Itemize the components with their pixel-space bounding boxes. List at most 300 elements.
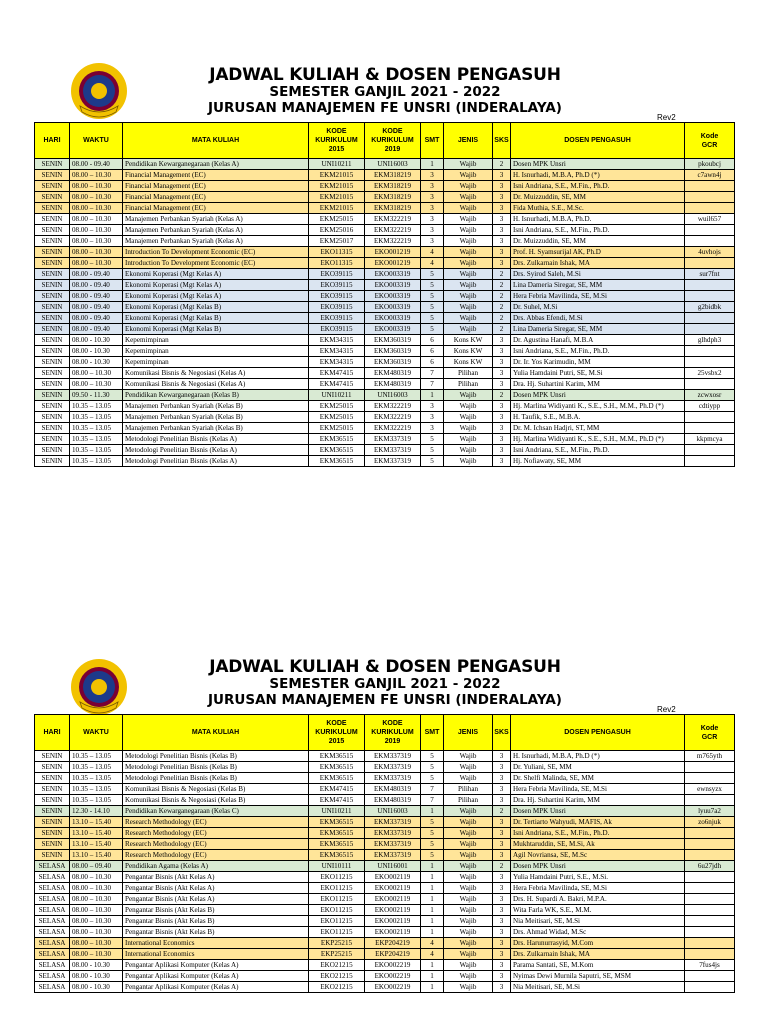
gcr-code-cell [685,927,735,938]
lecturer-cell: Drs. Syirod Saleh, M.Si [511,269,685,280]
code-2019-cell: EKM337319 [365,751,421,762]
code-2015-cell: EKM34315 [309,335,365,346]
gcr-code-cell [685,883,735,894]
gcr-code-cell [685,280,735,291]
day-cell: SENIN [35,795,70,806]
type-cell: Wajib [444,269,493,280]
lecturer-cell: Lina Dameria Siregar, SE, MM [511,324,685,335]
course-cell: Introduction To Development Economic (EC) [123,258,309,269]
lecturer-cell: Prof. H. Syamsurijal AK, Ph.D [511,247,685,258]
course-cell: Kepemimpinan [123,346,309,357]
type-cell: Wajib [444,762,493,773]
course-cell: Komunikasi Bisnis & Negosiasi (Kelas A) [123,379,309,390]
code-2019-cell: EKO003319 [365,291,421,302]
lecturer-cell: Dr. Agustina Hanafi, M.B.A [511,335,685,346]
semester-cell: 1 [421,390,444,401]
day-cell: SENIN [35,412,70,423]
type-cell: Wajib [444,445,493,456]
code-2015-cell: EKM21015 [309,181,365,192]
credits-cell: 3 [493,412,511,423]
code-2019-cell: EKM337319 [365,850,421,861]
semester-cell: 6 [421,335,444,346]
column-header-kode-2019: KODE KURIKULUM 2019 [365,715,421,751]
semester-cell: 5 [421,313,444,324]
course-cell: Manajemen Perbankan Syariah (Kelas A) [123,236,309,247]
code-2015-cell: EKM47415 [309,379,365,390]
time-cell: 08.00 – 10.30 [70,247,123,258]
column-header-waktu: WAKTU [70,123,123,159]
code-2015-cell: EKM36515 [309,773,365,784]
day-cell: SELASA [35,938,70,949]
credits-cell: 3 [493,916,511,927]
code-2019-cell: EKM322219 [365,423,421,434]
semester-cell: 7 [421,379,444,390]
credits-cell: 3 [493,258,511,269]
credits-cell: 2 [493,280,511,291]
gcr-code-cell [685,894,735,905]
table-row [35,916,735,927]
day-cell: SENIN [35,850,70,861]
time-cell: 08.00 – 10.30 [70,181,123,192]
lecturer-cell: Agil Novriansa, SE, M.Sc [511,850,685,861]
type-cell: Wajib [444,203,493,214]
day-cell: SENIN [35,817,70,828]
code-2019-cell: EKP204219 [365,938,421,949]
semester-cell: 1 [421,806,444,817]
type-cell: Wajib [444,773,493,784]
code-2019-cell: EKM360319 [365,357,421,368]
time-cell: 08.00 – 10.30 [70,894,123,905]
lecturer-cell: Dosen MPK Unsri [511,806,685,817]
type-cell: Pilihan [444,784,493,795]
time-cell: 08.00 - 09.40 [70,324,123,335]
day-cell: SENIN [35,170,70,181]
column-header-smt: SMT [421,123,444,159]
credits-cell: 3 [493,335,511,346]
semester-cell: 5 [421,751,444,762]
type-cell: Wajib [444,214,493,225]
type-cell: Kons KW [444,357,493,368]
code-2019-cell: EKM337319 [365,828,421,839]
semester-cell: 5 [421,280,444,291]
credits-cell: 3 [493,927,511,938]
time-cell: 08.00 - 09.40 [70,159,123,170]
table-row [35,434,735,445]
type-cell: Wajib [444,751,493,762]
lecturer-cell: H. Isnurhadi, M.B.A, Ph.D. [511,214,685,225]
code-2019-cell: EKO003319 [365,324,421,335]
semester-cell: 5 [421,291,444,302]
credits-cell: 3 [493,368,511,379]
type-cell: Wajib [444,390,493,401]
table-row [35,883,735,894]
table-row [35,795,735,806]
semester-cell: 1 [421,960,444,971]
code-2015-cell: EKM36515 [309,850,365,861]
gcr-code-cell: wuil657 [685,214,735,225]
table-row [35,872,735,883]
course-cell: Pengantar Aplikasi Komputer (Kelas A) [123,971,309,982]
day-cell: SENIN [35,434,70,445]
time-cell: 13.10 – 15.40 [70,828,123,839]
course-cell: Manajemen Perbankan Syariah (Kelas A) [123,225,309,236]
code-2019-cell: EKO002119 [365,916,421,927]
column-header-jenis: JENIS [444,715,493,751]
type-cell: Pilihan [444,368,493,379]
semester-cell: 6 [421,346,444,357]
code-2015-cell: EKM21015 [309,203,365,214]
lecturer-cell: Fida Muthia, S.E., M.Sc. [511,203,685,214]
gcr-code-cell: 25vsbx2 [685,368,735,379]
code-2019-cell: EKM322219 [365,412,421,423]
course-cell: Ekonomi Koperasi (Mgt Kelas A) [123,291,309,302]
lecturer-cell: Wita Farla WK, S.E., M.M. [511,905,685,916]
gcr-code-cell: zo6njuk [685,817,735,828]
day-cell: SELASA [35,883,70,894]
schedule-table [34,122,735,467]
gcr-code-cell [685,412,735,423]
credits-cell: 3 [493,905,511,916]
credits-cell: 3 [493,872,511,883]
course-cell: Komunikasi Bisnis & Negosiasi (Kelas A) [123,368,309,379]
semester-cell: 5 [421,302,444,313]
day-cell: SENIN [35,379,70,390]
course-cell: International Economics [123,949,309,960]
course-cell: Pengantar Bisnis (Akt Kelas B) [123,916,309,927]
gcr-code-cell: cdtiypp [685,401,735,412]
course-cell: Pengantar Bisnis (Akt Kelas B) [123,905,309,916]
lecturer-cell: Drs. Zulkarnain Ishak, MA [511,258,685,269]
course-cell: Manajemen Perbankan Syariah (Kelas B) [123,412,309,423]
code-2019-cell: EKM337319 [365,434,421,445]
type-cell: Wajib [444,401,493,412]
time-cell: 08.00 - 09.40 [70,280,123,291]
code-2015-cell: UNI10211 [309,159,365,170]
column-header-kode-2015: KODE KURIKULUM 2015 [309,715,365,751]
table-row [35,258,735,269]
credits-cell: 3 [493,784,511,795]
table-row [35,960,735,971]
gcr-code-cell [685,949,735,960]
table-row [35,894,735,905]
semester-cell: 6 [421,357,444,368]
credits-cell: 3 [493,938,511,949]
type-cell: Wajib [444,971,493,982]
code-2015-cell: EKO11315 [309,258,365,269]
column-header-kode-2015: KODE KURIKULUM 2015 [309,123,365,159]
table-row [35,324,735,335]
code-2019-cell: EKM337319 [365,817,421,828]
credits-cell: 3 [493,817,511,828]
credits-cell: 3 [493,346,511,357]
code-2019-cell: EKM322219 [365,236,421,247]
gcr-code-cell [685,346,735,357]
gcr-code-cell [685,971,735,982]
course-cell: Komunikasi Bisnis & Negosiasi (Kelas B) [123,784,309,795]
day-cell: SENIN [35,423,70,434]
type-cell: Kons KW [444,346,493,357]
type-cell: Wajib [444,434,493,445]
lecturer-cell: Lina Dameria Siregar, SE, MM [511,280,685,291]
code-2015-cell: EKM47415 [309,795,365,806]
table-row [35,828,735,839]
table-header-row [35,715,735,751]
course-cell: Research Methodology (EC) [123,839,309,850]
time-cell: 08.00 – 10.30 [70,905,123,916]
lecturer-cell: Drs. H. Supardi A. Bakri, M.P.A. [511,894,685,905]
time-cell: 10.35 – 13.05 [70,795,123,806]
course-cell: Ekonomi Koperasi (Mgt Kelas B) [123,313,309,324]
table-row [35,817,735,828]
type-cell: Wajib [444,960,493,971]
day-cell: SENIN [35,269,70,280]
lecturer-cell: Isni Andriana, S.E., M.Fin., Ph.D. [511,445,685,456]
table-row [35,379,735,390]
time-cell: 08.00 - 09.40 [70,291,123,302]
credits-cell: 3 [493,795,511,806]
code-2019-cell: EKO002119 [365,894,421,905]
code-2019-cell: EKM360319 [365,346,421,357]
table-row [35,971,735,982]
code-2015-cell: EKM36515 [309,445,365,456]
gcr-code-cell [685,938,735,949]
type-cell: Wajib [444,423,493,434]
day-cell: SENIN [35,236,70,247]
day-cell: SENIN [35,258,70,269]
table-row [35,192,735,203]
time-cell: 08.00 – 10.30 [70,214,123,225]
day-cell: SENIN [35,445,70,456]
semester-cell: 1 [421,159,444,170]
time-cell: 08.00 – 10.30 [70,368,123,379]
time-cell: 10.35 – 13.05 [70,434,123,445]
code-2015-cell: EKO11215 [309,905,365,916]
table-row [35,905,735,916]
semester-cell: 1 [421,905,444,916]
code-2019-cell: UNI16003 [365,806,421,817]
unsri-logo [70,62,128,120]
semester-cell: 7 [421,368,444,379]
semester-cell: 4 [421,938,444,949]
column-header-kode-gcr: Kode GCR [685,123,735,159]
gcr-code-cell: m765yth [685,751,735,762]
type-cell: Wajib [444,225,493,236]
type-cell: Wajib [444,456,493,467]
lecturer-cell: Drs. Zulkarnain Ishak, MA [511,949,685,960]
table-row [35,280,735,291]
table-row [35,938,735,949]
day-cell: SENIN [35,280,70,291]
code-2015-cell: EKO39115 [309,269,365,280]
credits-cell: 3 [493,203,511,214]
code-2015-cell: EKO11215 [309,927,365,938]
course-cell: Introduction To Development Economic (EC) [123,247,309,258]
code-2015-cell: EKM36515 [309,762,365,773]
lecturer-cell: Hj. Marlina Widiyanti K., S.E., S.H., M.M., Ph.D (*) [511,434,685,445]
time-cell: 08.00 – 10.30 [70,170,123,181]
day-cell: SENIN [35,225,70,236]
type-cell: Kons KW [444,335,493,346]
semester-cell: 4 [421,949,444,960]
gcr-code-cell [685,203,735,214]
course-cell: Research Methodology (EC) [123,817,309,828]
time-cell: 08.00 – 10.30 [70,258,123,269]
type-cell: Wajib [444,828,493,839]
day-cell: SELASA [35,982,70,993]
credits-cell: 3 [493,357,511,368]
credits-cell: 3 [493,949,511,960]
credits-cell: 2 [493,390,511,401]
lecturer-cell: Yulia Hamdaini Putri, S.E., M.Si. [511,872,685,883]
time-cell: 10.35 – 13.05 [70,773,123,784]
gcr-code-cell: lyuu7a2 [685,806,735,817]
code-2019-cell: EKM360319 [365,335,421,346]
type-cell: Wajib [444,949,493,960]
table-row [35,346,735,357]
time-cell: 13.10 – 15.40 [70,850,123,861]
type-cell: Wajib [444,916,493,927]
code-2019-cell: EKO002119 [365,872,421,883]
code-2015-cell: EKM25015 [309,401,365,412]
type-cell: Wajib [444,982,493,993]
credits-cell: 3 [493,894,511,905]
column-header-jenis: JENIS [444,123,493,159]
gcr-code-cell: 7fus4js [685,960,735,971]
type-cell: Wajib [444,839,493,850]
credits-cell: 2 [493,324,511,335]
time-cell: 08.00 – 10.30 [70,949,123,960]
gcr-code-cell: 6u27jdh [685,861,735,872]
course-cell: Manajemen Perbankan Syariah (Kelas B) [123,401,309,412]
course-cell: Ekonomi Koperasi (Mgt Kelas A) [123,280,309,291]
lecturer-cell: Hera Febria Mavilinda, SE, M.Si [511,291,685,302]
day-cell: SENIN [35,828,70,839]
type-cell: Wajib [444,412,493,423]
day-cell: SENIN [35,390,70,401]
semester-cell: 3 [421,214,444,225]
day-cell: SELASA [35,927,70,938]
code-2019-cell: UNI16003 [365,159,421,170]
day-cell: SENIN [35,214,70,225]
semester-cell: 5 [421,269,444,280]
credits-cell: 3 [493,423,511,434]
semester-cell: 3 [421,401,444,412]
day-cell: SENIN [35,203,70,214]
credits-cell: 3 [493,192,511,203]
lecturer-cell: Hera Febria Mavilinda, SE, M.Si [511,883,685,894]
code-2019-cell: EKO001219 [365,258,421,269]
day-cell: SENIN [35,839,70,850]
semester-title: SEMESTER GANJIL 2021 - 2022 [269,676,501,692]
code-2019-cell: EKM337319 [365,445,421,456]
code-2015-cell: EKO39115 [309,324,365,335]
gcr-code-cell [685,379,735,390]
table-row [35,390,735,401]
table-header-row [35,123,735,159]
revision-label: Rev2 [657,113,676,122]
credits-cell: 3 [493,456,511,467]
table-row [35,225,735,236]
code-2019-cell: EKO002119 [365,905,421,916]
course-cell: Manajemen Perbankan Syariah (Kelas B) [123,423,309,434]
document-title: JADWAL KULIAH & DOSEN PENGASUH [209,65,561,85]
course-cell: Ekonomi Koperasi (Mgt Kelas B) [123,302,309,313]
column-header-smt: SMT [421,715,444,751]
table-row [35,445,735,456]
gcr-code-cell [685,225,735,236]
column-header-mata-kuliah: MATA KULIAH [123,715,309,751]
credits-cell: 3 [493,247,511,258]
code-2019-cell: EKO003319 [365,269,421,280]
type-cell: Wajib [444,291,493,302]
gcr-code-cell: sur7fnt [685,269,735,280]
time-cell: 13.10 – 15.40 [70,839,123,850]
table-row [35,839,735,850]
course-cell: Pendidikan Agama (Kelas A) [123,861,309,872]
table-row [35,335,735,346]
time-cell: 08.00 – 09.40 [70,861,123,872]
lecturer-cell: Drs. Abbas Efendi, M.Si [511,313,685,324]
code-2019-cell: EKO003319 [365,302,421,313]
credits-cell: 3 [493,236,511,247]
lecturer-cell: H. Isnurhadi, M.B.A, Ph.D (*) [511,170,685,181]
table-row [35,784,735,795]
day-cell: SENIN [35,806,70,817]
gcr-code-cell [685,850,735,861]
day-cell: SENIN [35,313,70,324]
semester-cell: 1 [421,883,444,894]
table-row [35,861,735,872]
lecturer-cell: Dr. Muizzuddin, SE, MM [511,192,685,203]
gcr-code-cell [685,762,735,773]
day-cell: SENIN [35,751,70,762]
type-cell: Wajib [444,850,493,861]
table-row [35,247,735,258]
gcr-code-cell: 4uvhojs [685,247,735,258]
table-row [35,982,735,993]
table-row [35,357,735,368]
time-cell: 08.00 – 10.30 [70,872,123,883]
semester-cell: 3 [421,412,444,423]
time-cell: 08.00 – 10.30 [70,883,123,894]
table-row [35,456,735,467]
time-cell: 08.00 - 10.30 [70,971,123,982]
time-cell: 08.00 – 10.30 [70,927,123,938]
course-cell: International Economics [123,938,309,949]
column-header-kode-2019: KODE KURIKULUM 2019 [365,123,421,159]
type-cell: Wajib [444,905,493,916]
semester-title: SEMESTER GANJIL 2021 - 2022 [269,84,501,100]
time-cell: 10.35 – 13.05 [70,751,123,762]
course-cell: Metodologi Penelitian Bisnis (Kelas B) [123,751,309,762]
day-cell: SENIN [35,324,70,335]
day-cell: SELASA [35,916,70,927]
lecturer-cell: Dosen MPK Unsri [511,159,685,170]
lecturer-cell: Drs. Harunurrasyid, M.Com [511,938,685,949]
credits-cell: 3 [493,850,511,861]
semester-cell: 5 [421,839,444,850]
gcr-code-cell [685,291,735,302]
lecturer-cell: Dr. Muizzuddin, SE, MM [511,236,685,247]
lecturer-cell: Dr. Yuliani, SE, MM [511,762,685,773]
schedule-table [34,714,735,993]
code-2019-cell: EKO002219 [365,971,421,982]
type-cell: Wajib [444,181,493,192]
type-cell: Wajib [444,192,493,203]
code-2015-cell: EKM36515 [309,817,365,828]
day-cell: SENIN [35,181,70,192]
semester-cell: 1 [421,872,444,883]
